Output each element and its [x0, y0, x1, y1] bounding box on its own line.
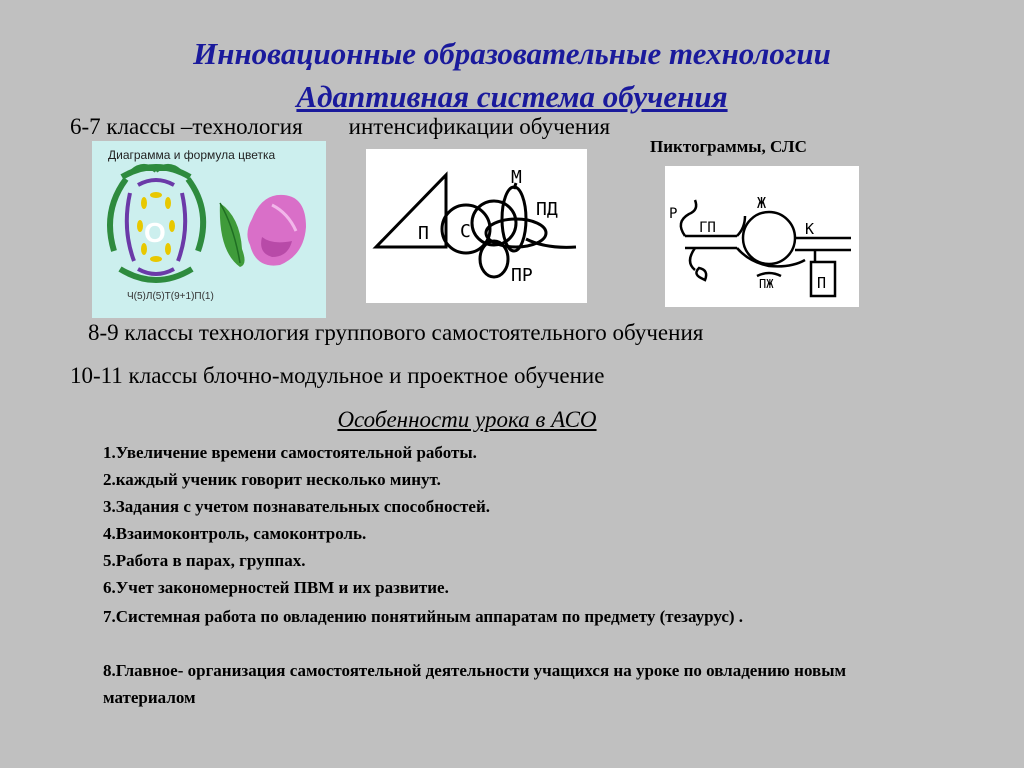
slide-subtitle: Адаптивная система обучения — [296, 79, 728, 114]
diagram1-label-pd: ПД — [536, 199, 558, 220]
diagram1-label-s: С — [460, 221, 471, 242]
diagram2-label-k: К — [805, 220, 815, 238]
feature-item-1: 1.Увеличение времени самостоятельной работы. — [103, 443, 477, 462]
pictogram-diagram-2 — [665, 166, 859, 307]
feature-item-5: 5.Работа в парах, группах. — [103, 551, 306, 570]
slide-title: Инновационные образовательные технологии — [193, 36, 831, 71]
grade-8-9-line: 8-9 классы технология группового самостоятельного обучения — [88, 320, 704, 345]
feature-item-8: 8.Главное- организация самостоятельной деятельности учащихся на уроке по овладению новым материалом — [103, 661, 847, 707]
pictogram-diagram-1 — [366, 149, 587, 303]
diagram2-label-zh: Ж — [757, 194, 767, 212]
feature-item-6: 6.Учет закономерностей ПВМ и их развитие. — [103, 578, 449, 597]
diagram1-label-m: М — [511, 167, 522, 188]
grade-10-11-line: 10-11 классы блочно-модульное и проектное обучение — [70, 363, 605, 388]
feature-item-7: 7.Системная работа по овладению понятийным аппаратам по предмету (тезаурус) . — [103, 607, 744, 626]
pictograms-label: Пиктограммы, СЛС — [650, 137, 807, 156]
pictogram-diagram-2-drawing — [665, 166, 859, 307]
grade-6-7-technology: интенсификации обучения — [348, 114, 611, 139]
diagram2-label-gp: ГП — [699, 220, 716, 236]
feature-item-3: 3.Задания с учетом познавательных способностей. — [103, 497, 490, 516]
diagram1-label-pr: ПР — [511, 265, 533, 286]
flower-diagram-image — [92, 141, 326, 318]
grade-6-7-line — [70, 114, 610, 140]
ovary-letter: О — [144, 217, 166, 248]
feature-item-4: 4.Взаимоконтроль, самоконтроль. — [103, 524, 367, 543]
grade-6-7-text: 6-7 классы –технология — [70, 114, 303, 139]
feature-item-2: 2.каждый ученик говорит несколько минут. — [103, 470, 441, 489]
pictogram-diagram-1-drawing — [366, 149, 587, 303]
diagram1-label-p: П — [418, 223, 429, 244]
aso-features-heading: Особенности урока в АСО — [337, 407, 597, 432]
diagram2-label-p: П — [817, 274, 827, 292]
diagram2-label-r: Р — [669, 206, 678, 222]
diagram2-label-pzh: ПЖ — [759, 277, 774, 291]
flower-formula: Ч(5)Л(5)Т(9+1)П(1) — [127, 291, 214, 302]
flower-diagram-title: Диаграмма и формула цветка — [108, 148, 276, 162]
